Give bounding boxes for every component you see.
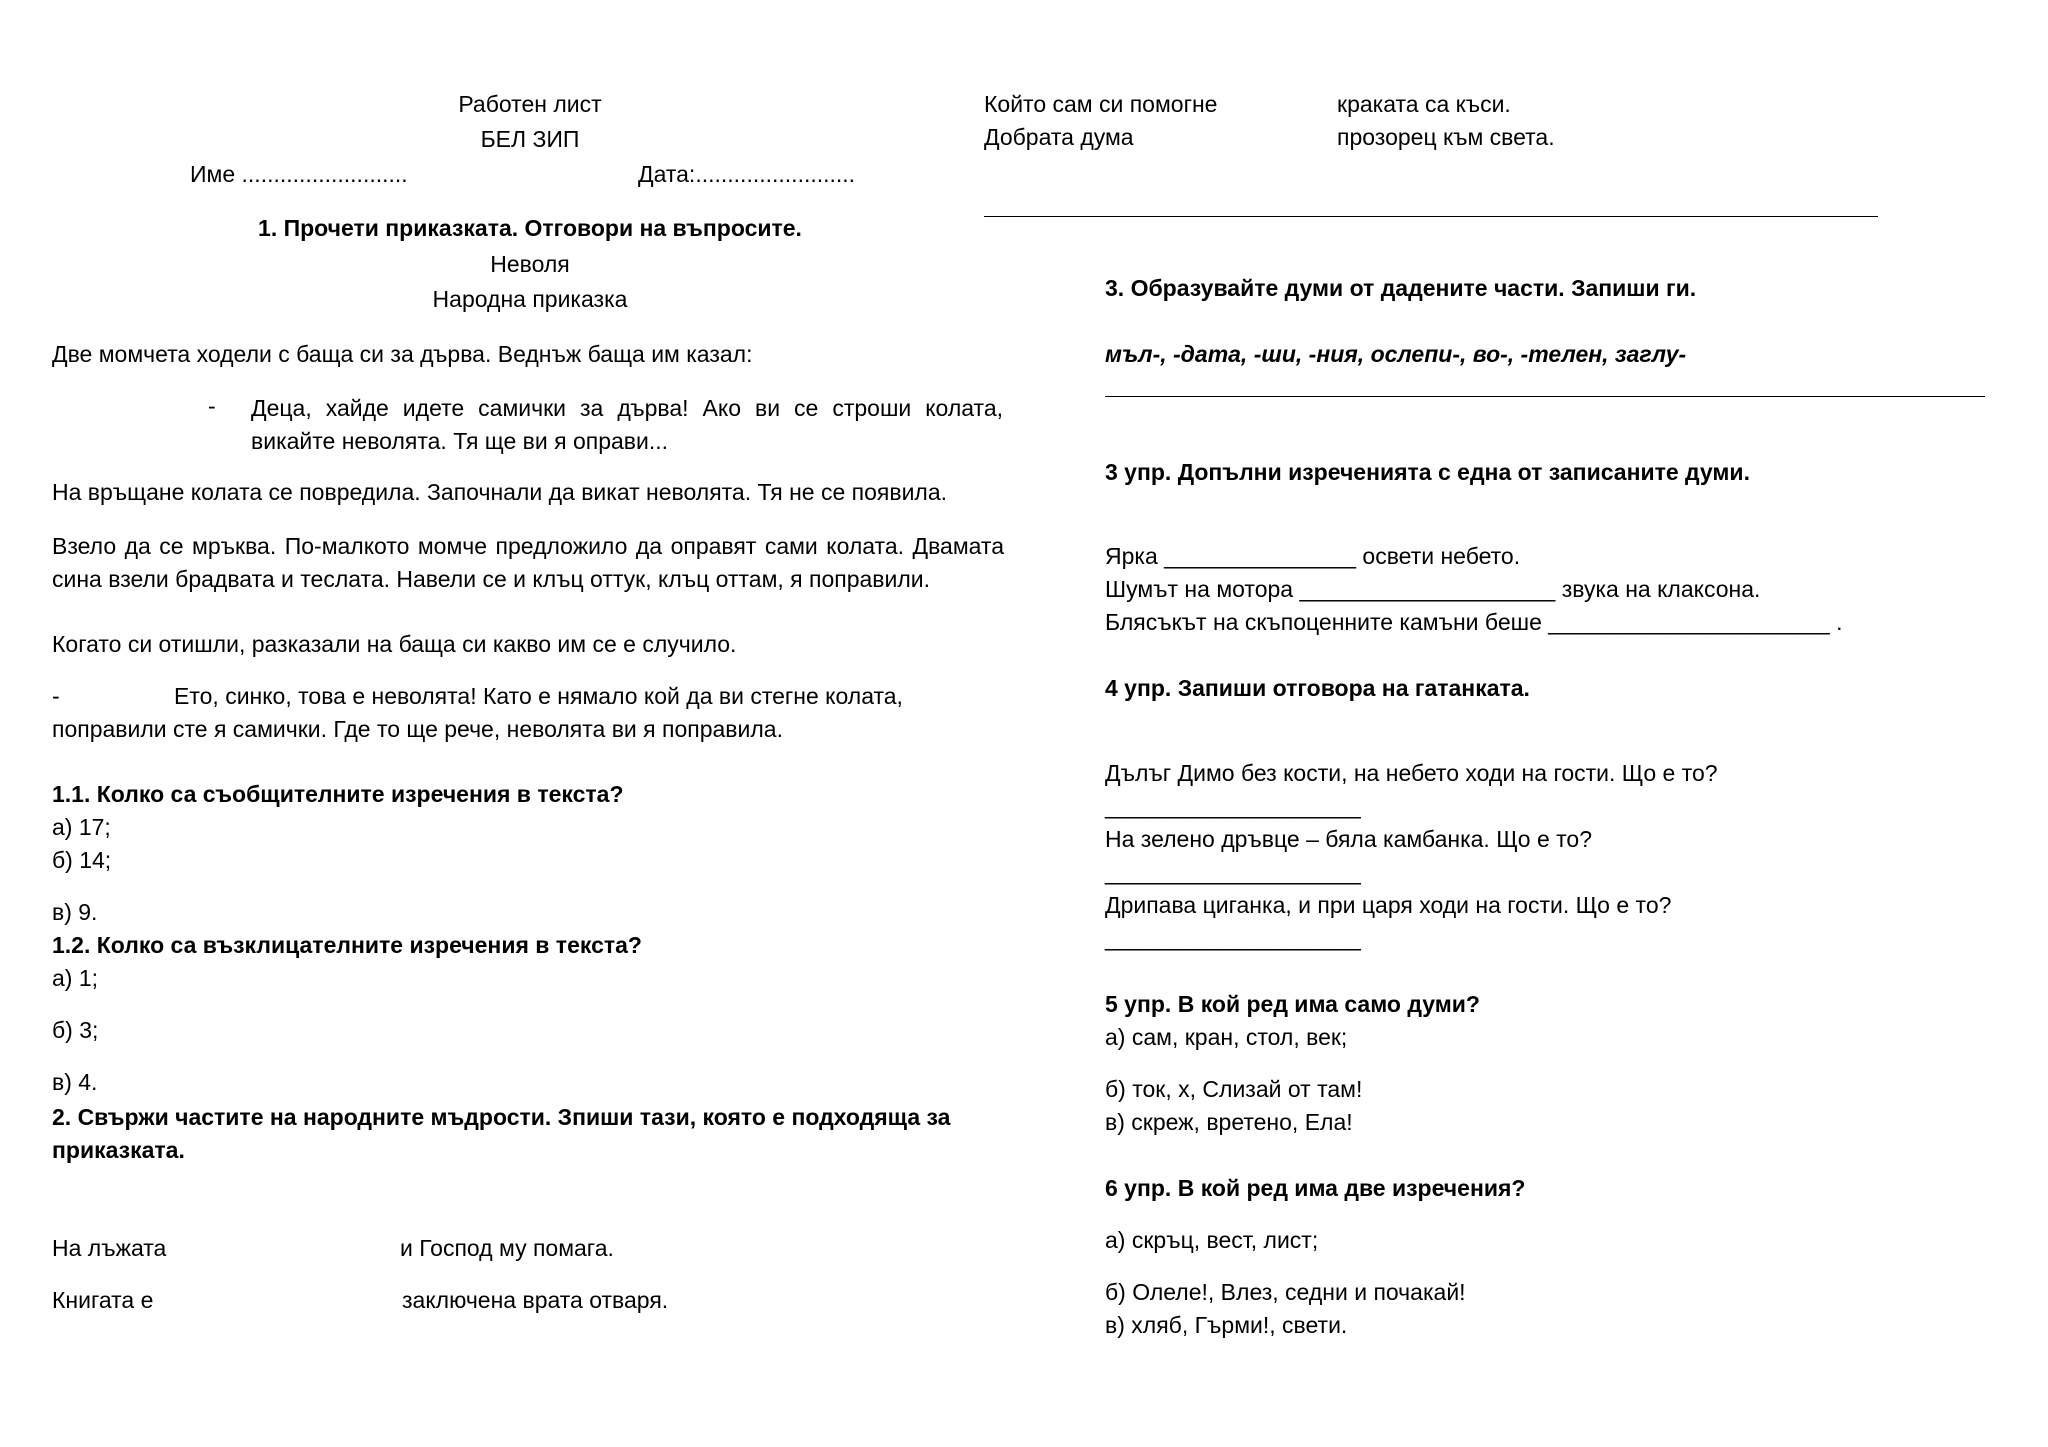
- proverb-end: и Господ му помага.: [400, 1235, 614, 1261]
- riddle-answer-blank[interactable]: ____________________: [1105, 793, 1361, 819]
- word-parts: мъл-, -дата, -ши, -ния, ослепи-, во-, -телен, заглу-: [1105, 341, 1687, 367]
- story-paragraph-4: Когато си отишли, разказали на баща си какво им се е случило.: [52, 631, 737, 657]
- answer-option-a: а) 17;: [52, 814, 111, 840]
- story-paragraph-2: На връщане колата се повредила. Започнали да викат неволята. Тя не се появила.: [52, 479, 948, 505]
- answer-option-a: а) скръц, вест, лист;: [1105, 1227, 1319, 1253]
- answer-option-c: в) скреж, вретено, Ела!: [1105, 1109, 1353, 1135]
- answer-option-a: а) сам, кран, стол, век;: [1105, 1024, 1348, 1050]
- riddle-3: Дрипава циганка, и при царя ходи на гости. Що е то?: [1105, 892, 1672, 918]
- answer-option-a: а) 1;: [52, 965, 99, 991]
- answer-option-c: в) хляб, Гърми!, свети.: [1105, 1312, 1348, 1338]
- story-subtitle: Народна приказка: [432, 286, 628, 312]
- sentence-start: Ярка: [1105, 543, 1158, 569]
- name-field-label: Име ..........................: [190, 161, 408, 187]
- story-title: Неволя: [490, 251, 570, 277]
- fill-blank[interactable]: ____________________: [1299, 576, 1556, 602]
- exercise-6-heading: 6 упр. В кой ред има две изречения?: [1105, 1175, 1526, 1201]
- proverb-start: На лъжата: [52, 1235, 167, 1261]
- answer-option-b: б) Олеле!, Влез, седни и почакай!: [1105, 1279, 1466, 1305]
- fill-sentence-2: [1105, 575, 1760, 603]
- question-1-2: 1.2. Колко са възклицателните изречения в текста?: [52, 932, 642, 958]
- fill-sentence-1: [1105, 542, 1520, 570]
- answer-option-b: б) ток, х, Слизай от там!: [1105, 1076, 1363, 1102]
- proverb-end: заключена врата отваря.: [402, 1287, 669, 1313]
- answer-option-c: в) 9.: [52, 899, 98, 925]
- exercise-4-heading: 4 упр. Запиши отговора на гатанката.: [1105, 675, 1530, 701]
- question-1-1: 1.1. Колко са съобщителните изречения в текста?: [52, 781, 624, 807]
- riddle-2: На зелено дръвце – бяла камбанка. Що е то?: [1105, 826, 1592, 852]
- sentence-start: Шумът на мотора: [1105, 576, 1294, 602]
- dialogue-dash: -: [52, 683, 60, 709]
- exercise-5-heading: 5 упр. В кой ред има само думи?: [1105, 991, 1480, 1017]
- story-paragraph-1: Две момчета ходели с баща си за дърва. Веднъж баща им казал:: [52, 341, 753, 367]
- proverb-end: краката са къси.: [1337, 91, 1511, 117]
- date-field-label: Дата:.........................: [638, 161, 856, 187]
- sentence-end: звука на клаксона.: [1561, 576, 1761, 602]
- dialogue-dash: -: [208, 393, 216, 419]
- task2-heading: 2. Свържи частите на народните мъдрости. Зпиши тази, която е подходяща за приказката.: [52, 1104, 951, 1163]
- fill-sentence-3: [1105, 608, 1842, 636]
- proverb-end: прозорец към света.: [1337, 124, 1555, 150]
- proverb-start: Добрата дума: [984, 124, 1134, 150]
- task3-heading: 3. Образувайте думи от дадените части. Запиши ги.: [1105, 275, 1697, 301]
- answer-option-b: б) 14;: [52, 847, 112, 873]
- sentence-end: освети небето.: [1362, 543, 1521, 569]
- worksheet-title: Работен лист: [458, 91, 602, 117]
- subject-label: БЕЛ ЗИП: [480, 126, 580, 152]
- answer-line: [984, 216, 1878, 217]
- sentence-end: .: [1836, 609, 1843, 635]
- story-quote-2-line1: Ето, синко, това е неволята! Като е нямало кой да ви стегне колата,: [174, 683, 903, 709]
- story-paragraph-3: Взело да се мръква. По-малкото момче предложило да оправят сами колата. Двамата сина взели брадвата и теслата. Навели се и клъц оттук, клъц оттам, я поправили.: [52, 533, 1004, 592]
- riddle-answer-blank[interactable]: ____________________: [1105, 925, 1361, 951]
- fill-blank[interactable]: ______________________: [1548, 609, 1830, 635]
- story-quote-2-line2: поправили сте я самички. Где то ще рече, неволята ви я поправила.: [52, 716, 783, 742]
- riddle-1: Дълъг Димо без кости, на небето ходи на гости. Що е то?: [1105, 760, 1718, 786]
- answer-option-b: б) 3;: [52, 1017, 99, 1043]
- answer-line: [1105, 396, 1985, 397]
- riddle-answer-blank[interactable]: ____________________: [1105, 859, 1361, 885]
- proverb-start: Книгата е: [52, 1287, 154, 1313]
- exercise-3-heading: 3 упр. Допълни изреченията с една от записаните думи.: [1105, 459, 1750, 485]
- fill-blank[interactable]: _______________: [1164, 543, 1357, 569]
- sentence-start: Блясъкът на скъпоценните камъни беше: [1105, 609, 1542, 635]
- answer-option-c: в) 4.: [52, 1069, 98, 1095]
- task1-heading: 1. Прочети приказката. Отговори на въпросите.: [258, 215, 802, 241]
- story-quote-1: Деца, хайде идете самички за дърва! Ако ви се строши колата, викайте неволята. Тя ще ви я оправи...: [251, 395, 1003, 454]
- proverb-start: Който сам си помогне: [984, 91, 1218, 117]
